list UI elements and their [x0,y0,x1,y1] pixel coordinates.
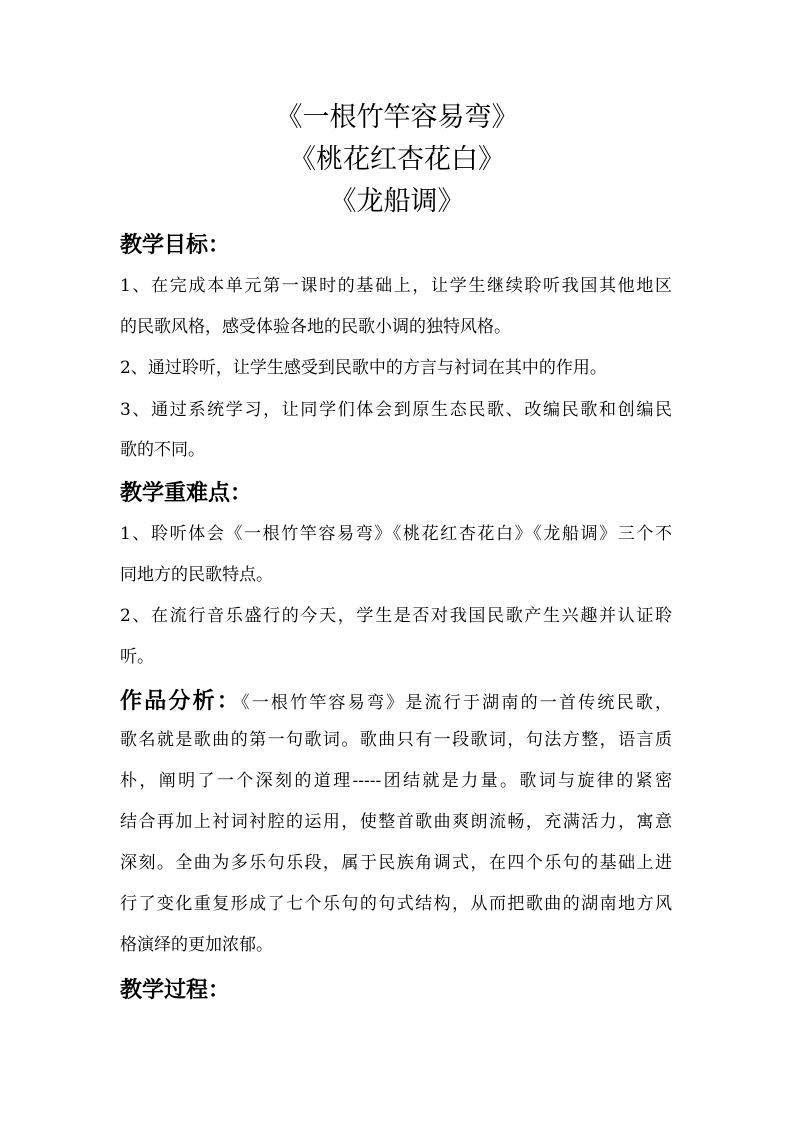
objectives-line: 2、通过聆听，让学生感受到民歌中的方言与衬词在其中的作用。 [120,358,607,378]
key-points-line: 2、在流行音乐盛行的今天，学生是否对我国民歌产生兴趣并认证聆 [120,606,672,626]
analysis-line: 朴，阐明了一个深刻的道理-----团结就是力量。歌词与旋律的紧密 [120,771,672,791]
analysis-line: 深刻。全曲为多乐句乐段，属于民族角调式，在四个乐句的基础上进 [120,853,672,873]
analysis-heading: 作品分析： [120,688,242,714]
key-points-line: 1、聆听体会《一根竹竿容易弯》《桃花红杏花白》《龙船调》三个不 [120,524,672,544]
title-line-2: 《桃花红杏花白》 [289,144,505,175]
title-line-1: 《一根竹竿容易弯》 [275,102,519,133]
process-heading: 教学过程： [120,977,231,1003]
key-points-line: 同地方的民歌特点。 [120,565,273,585]
key-points-heading: 教学重难点： [120,480,253,506]
analysis-first-line [120,686,672,718]
objectives-line: 1、在完成本单元第一课时的基础上，让学生继续聆听我国其他地区 [120,276,672,296]
analysis-line: 歌名就是歌曲的第一句歌词。歌曲只有一段歌词，句法方整，语言质 [120,730,672,750]
key-points-line: 听。 [120,647,154,667]
objectives-line: 的民歌风格，感受体验各地的民歌小调的独特风格。 [120,317,511,337]
analysis-line: 结合再加上衬词衬腔的运用，使整首歌曲爽朗流畅，充满活力，寓意 [120,812,672,832]
title-line-3: 《龙船调》 [329,186,465,217]
analysis-first-line-text: 《一根竹竿容易弯》是流行于湖南的一首传统民歌， [241,693,672,713]
analysis-line: 格演绎的更加浓郁。 [120,935,273,955]
objectives-line: 3、通过系统学习，让同学们体会到原生态民歌、改编民歌和创编民 [120,400,672,420]
objectives-line: 歌的不同。 [120,440,205,460]
objectives-heading: 教学目标： [120,232,231,258]
analysis-line: 行了变化重复形成了七个乐句的句式结构，从而把歌曲的湖南地方风 [120,894,672,914]
